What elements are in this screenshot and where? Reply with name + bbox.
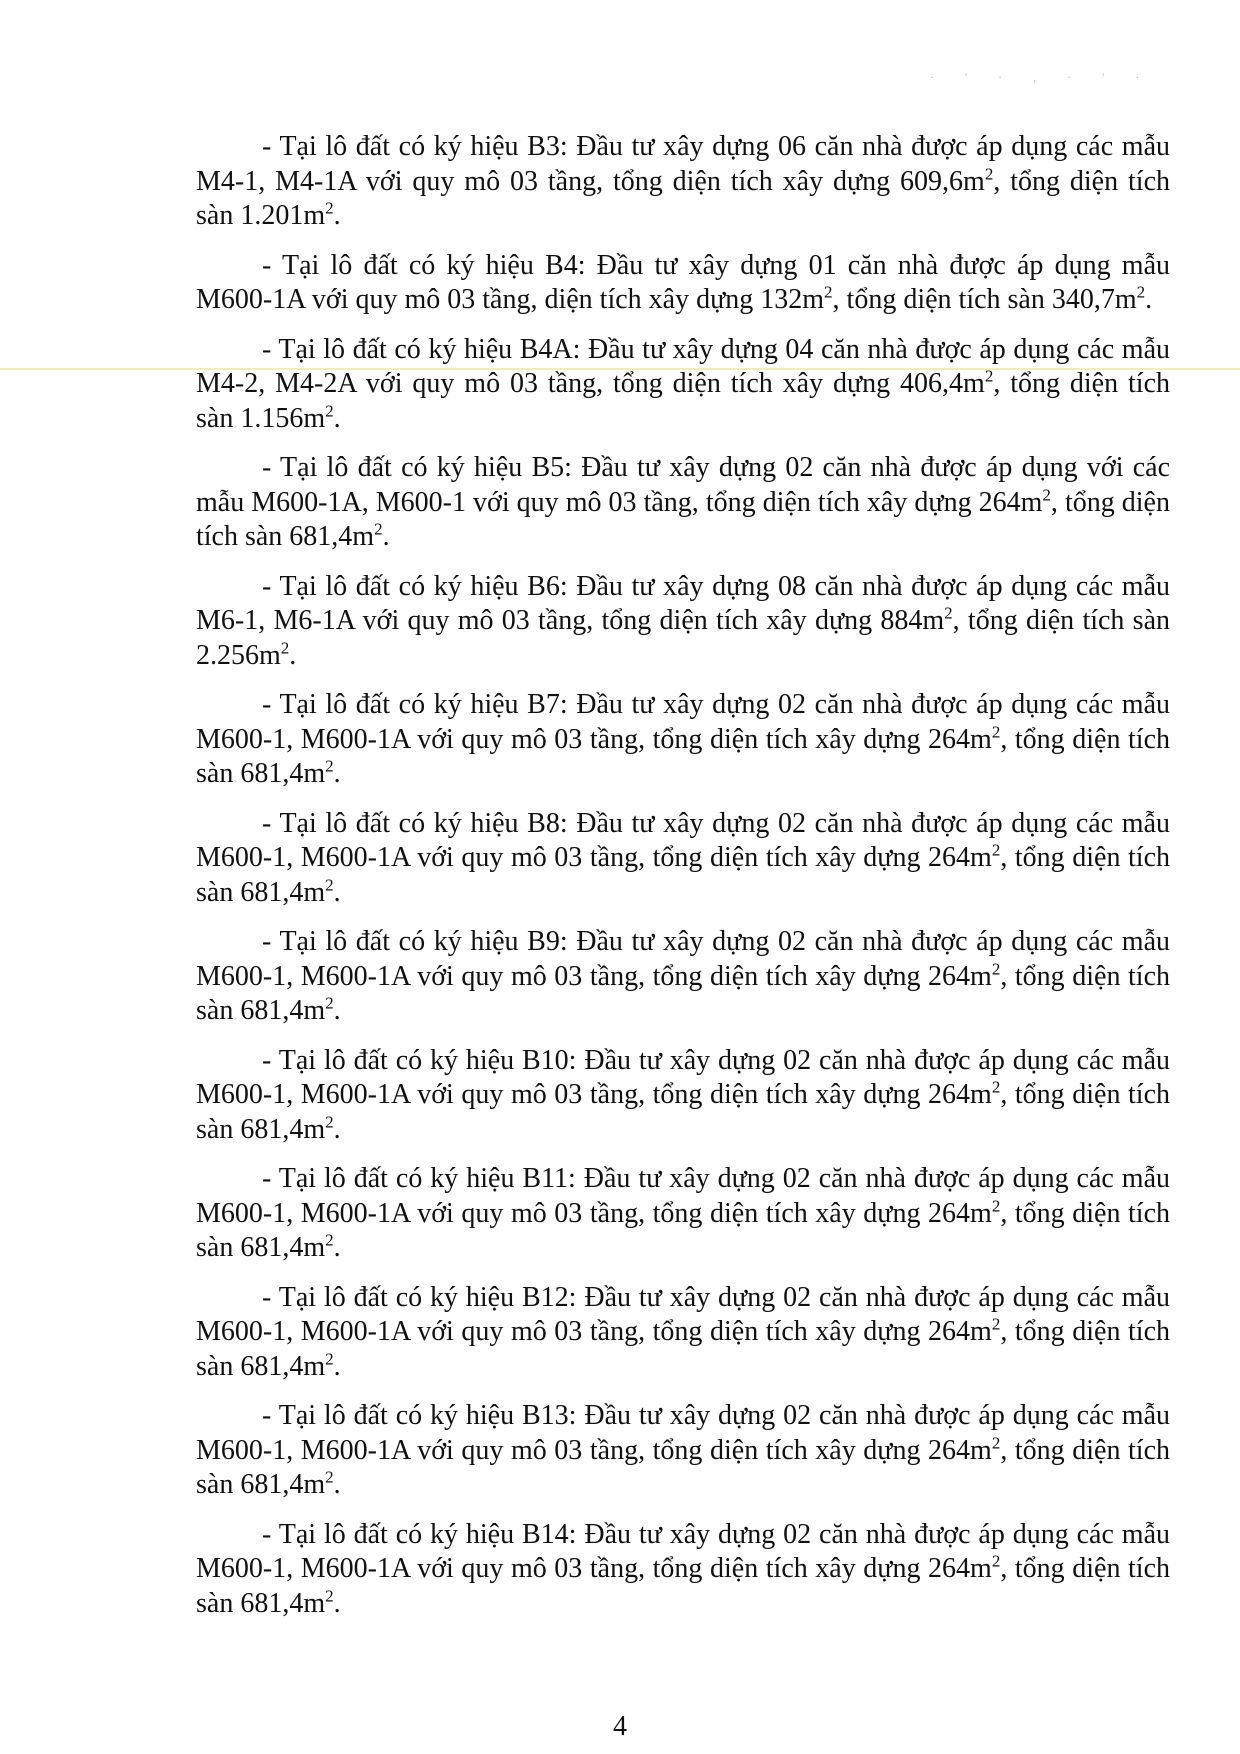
scan-artifact-specks: · ' · , · ' · — [930, 70, 1154, 84]
paragraph-lot-b5: - Tại lô đất có ký hiệu B5: Đầu tư xây dựng 02 căn nhà được áp dụng với các mẫu M600-1A, M600-1 với quy mô 03 tầng, tổng diện tích xây dựng $264m^2$, tổng diện tích sàn $681,4m^2$. — [196, 452, 1170, 552]
paragraph-lot-b4a: - Tại lô đất có ký hiệu B4A: Đầu tư xây dựng 04 căn nhà được áp dụng các mẫu M4-2, M4-2A với quy mô 03 tầng, tổng diện tích xây dựng $406,4m^2$, tổng diện tích sàn $1.156m^2$. — [196, 333, 1170, 434]
paragraph-lot-b7: - Tại lô đất có ký hiệu B7: Đầu tư xây dựng 02 căn nhà được áp dụng các mẫu M600-1, M600-1A với quy mô 03 tầng, tổng diện tích xây dựng $264m^2$, tổng diện tích sàn $681,4m^2$. — [196, 689, 1170, 789]
paragraph-lot-b8: - Tại lô đất có ký hiệu B8: Đầu tư xây dựng 02 căn nhà được áp dụng các mẫu M600-1, M600-1A với quy mô 03 tầng, tổng diện tích xây dựng $264m^2$, tổng diện tích sàn $681,4m^2$. — [196, 807, 1170, 908]
paragraph-lot-b9: - Tại lô đất có ký hiệu B9: Đầu tư xây dựng 02 căn nhà được áp dụng các mẫu M600-1, M600-1A với quy mô 03 tầng, tổng diện tích xây dựng $264m^2$, tổng diện tích sàn $681,4m^2$. — [196, 926, 1170, 1026]
paragraph-lot-b12: - Tại lô đất có ký hiệu B12: Đầu tư xây dựng 02 căn nhà được áp dụng các mẫu M600-1, M600-1A với quy mô 03 tầng, tổng diện tích xây dựng $264m^2$, tổng diện tích sàn $681,4m^2$. — [196, 1281, 1170, 1382]
paragraph-lot-b4: - Tại lô đất có ký hiệu B4: Đầu tư xây dựng 01 căn nhà được áp dụng mẫu M600-1A với quy mô 03 tầng, diện tích xây dựng $132m^2$, tổng diện tích sàn $340,7m^2$. — [196, 249, 1170, 315]
paragraph-lot-b10: - Tại lô đất có ký hiệu B10: Đầu tư xây dựng 02 căn nhà được áp dụng các mẫu M600-1, M600-1A với quy mô 03 tầng, tổng diện tích xây dựng $264m^2$, tổng diện tích sàn $681,4m^2$. — [196, 1044, 1170, 1145]
page-number: 4 — [613, 1711, 627, 1742]
paragraph-lot-b11: - Tại lô đất có ký hiệu B11: Đầu tư xây dựng 02 căn nhà được áp dụng các mẫu M600-1, M600-1A với quy mô 03 tầng, tổng diện tích xây dựng $264m^2$, tổng diện tích sàn $681,4m^2$. — [196, 1163, 1170, 1263]
paragraph-lot-b13: - Tại lô đất có ký hiệu B13: Đầu tư xây dựng 02 căn nhà được áp dụng các mẫu M600-1, M600-1A với quy mô 03 tầng, tổng diện tích xây dựng $264m^2$, tổng diện tích sàn $681,4m^2$. — [196, 1400, 1170, 1500]
document-body — [196, 130, 1170, 1636]
paragraph-lot-b14: - Tại lô đất có ký hiệu B14: Đầu tư xây dựng 02 căn nhà được áp dụng các mẫu M600-1, M600-1A với quy mô 03 tầng, tổng diện tích xây dựng $264m^2$, tổng diện tích sàn $681,4m^2$. — [196, 1518, 1170, 1619]
paragraph-lot-b6: - Tại lô đất có ký hiệu B6: Đầu tư xây dựng 08 căn nhà được áp dụng các mẫu M6-1, M6-1A với quy mô 03 tầng, tổng diện tích xây dựng $884m^2$, tổng diện tích sàn $2.256m^2$. — [196, 570, 1171, 671]
paragraph-lot-b3: - Tại lô đất có ký hiệu B3: Đầu tư xây dựng 06 căn nhà được áp dụng các mẫu M4-1, M4-1A với quy mô 03 tầng, tổng diện tích xây dựng $609,6m^2$, tổng diện tích sàn $1.201m^2$. — [196, 131, 1170, 231]
